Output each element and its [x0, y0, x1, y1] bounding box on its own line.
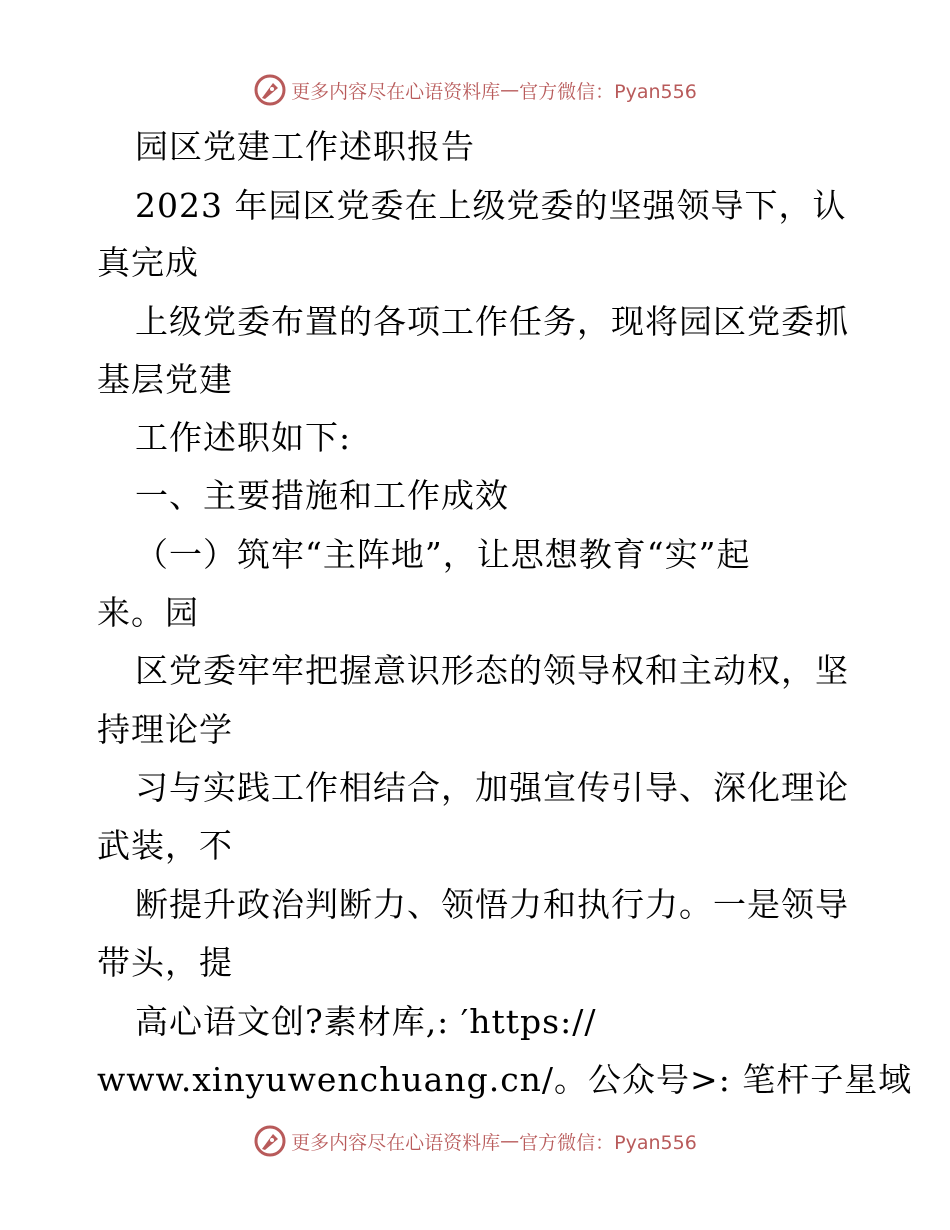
subsection-heading: （一）筑牢“主阵地”，让思想教育“实”起 [135, 535, 751, 574]
paragraph-line: 工作述职如下: [135, 418, 352, 457]
paragraph-line: 断提升政治判断力、领悟力和执行力。一是领导 [135, 885, 849, 924]
section-heading: 一、主要措施和工作成效 [135, 476, 509, 515]
paragraph-line: 基层党建 [97, 360, 233, 399]
paragraph-line: 2023 年园区党委在上级党委的坚强领导下，认 [135, 186, 847, 225]
paragraph-line: www.xinyuwenchuang.cn/。公众号>: 笔杆子星域 [97, 1060, 913, 1099]
pen-nib-circle-icon [253, 1124, 287, 1158]
paragraph-line: 上级党委布置的各项工作任务，现将园区党委抓 [135, 302, 849, 341]
paragraph-line: 区党委牢牢把握意识形态的领导权和主动权，坚 [135, 651, 849, 690]
watermark-contact: 官方微信：Pyan556 [519, 1131, 697, 1154]
document-title: 园区党建工作述职报告 [135, 127, 475, 166]
paragraph-line: 持理论学 [97, 710, 233, 749]
watermark-text: 更多内容尽在心语资料库 [291, 80, 501, 103]
watermark-contact: 官方微信：Pyan556 [519, 80, 697, 103]
header-watermark-banner [0, 70, 950, 110]
paragraph-line: 真完成 [97, 243, 199, 282]
paragraph-line: 习与实践工作相结合，加强宣传引导、深化理论 [135, 768, 849, 807]
pen-nib-circle-icon [253, 73, 287, 107]
watermark-separator: — [500, 1130, 520, 1152]
paragraph-line: 高心语文创?素材库,: ′https:// [135, 1002, 597, 1041]
paragraph-line: 带头，提 [97, 943, 233, 982]
paragraph-line: 来。园 [97, 593, 199, 632]
watermark-separator: — [500, 79, 520, 101]
footer-watermark-banner [0, 1121, 950, 1161]
watermark-text: 更多内容尽在心语资料库 [291, 1131, 501, 1154]
paragraph-line: 武装，不 [97, 826, 233, 865]
